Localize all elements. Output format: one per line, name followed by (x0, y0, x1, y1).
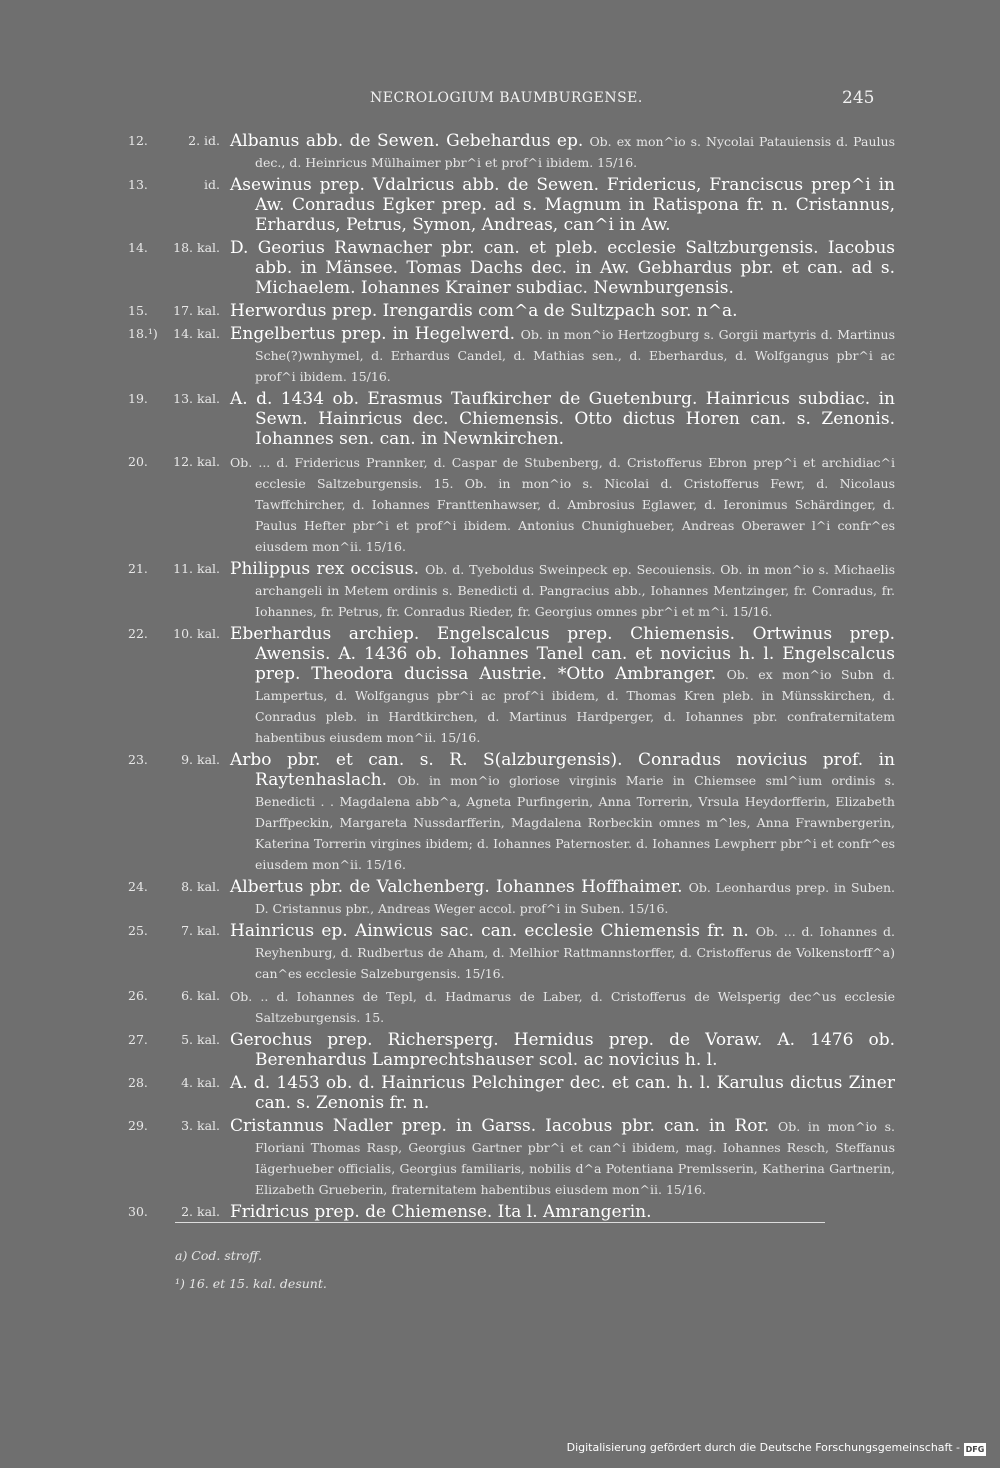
page-header (0, 90, 1000, 114)
entry-date: 2. id. (188, 133, 220, 148)
footnote: ¹) 16. et 15. kal. desunt. (175, 1276, 327, 1291)
entry-date: 9. kal. (181, 752, 220, 767)
entry-day: 26. (128, 988, 148, 1003)
entry-day: 19. (128, 391, 148, 406)
entry-text (230, 175, 895, 236)
necrology-entry (0, 1116, 1000, 1200)
necrology-entry (0, 921, 1000, 984)
entry-main-text: Herwordus prep. Irengardis com^a de Sultzpach sor. n^a. (230, 301, 738, 321)
entry-main-text: Asewinus prep. Vdalricus abb. de Sewen. Fridericus, Franciscus prep^i in Aw. Conradus Egker prep. ad s. Magnum in Ratispona fr. n. Cristannus, Erhardus, Petrus, Symon, Andreas, can^i in Aw. (230, 175, 895, 235)
entry-day: 20. (128, 454, 148, 469)
entry-main-text: Cristannus Nadler prep. in Garss. Iacobus pbr. can. in Ror. (230, 1116, 770, 1136)
entry-day: 29. (128, 1118, 148, 1133)
necrology-entries (0, 131, 1000, 1225)
dfg-logo: DFG (965, 1445, 985, 1454)
entry-main-text: Eberhardus archiep. Engelscalcus prep. Chiemensis. Ortwinus prep. Awensis. A. 1436 ob. Iohannes Tanel can. et novicius h. l. Engelscalcus prep. Theodora ducissa Austrie. *Otto Ambranger. (230, 624, 895, 684)
entry-text (230, 452, 895, 557)
entry-date: id. (204, 177, 220, 192)
entry-day: 24. (128, 879, 148, 894)
entry-text (230, 301, 895, 322)
entry-main-text: Gerochus prep. Richersperg. Hernidus prep. de Voraw. A. 1476 ob. Berenhardus Lamprechtshauser scol. ac novicius h. l. (230, 1030, 895, 1070)
entry-date: 14. kal. (173, 326, 220, 341)
entry-date: 10. kal. (173, 626, 220, 641)
entry-text (230, 1030, 895, 1071)
entry-main-text: A. d. 1453 ob. d. Hainricus Pelchinger dec. et can. h. l. Karulus dictus Ziner can. s. Zenonis fr. n. (230, 1073, 895, 1113)
entry-day: 25. (128, 923, 148, 938)
necrology-entry (0, 877, 1000, 919)
entry-text (230, 1202, 895, 1223)
footnote: a) Cod. stroff. (175, 1248, 263, 1263)
entry-day: 22. (128, 626, 148, 641)
necrology-entry (0, 1030, 1000, 1071)
entry-day: 18.¹) (128, 326, 158, 341)
necrology-entry (0, 452, 1000, 557)
entry-day: 27. (128, 1032, 148, 1047)
entry-day: 23. (128, 752, 148, 767)
footnote-rule (175, 1222, 825, 1223)
entry-day: 14. (128, 240, 148, 255)
page-number: 245 (842, 88, 875, 108)
necrology-entry (0, 624, 1000, 748)
entry-addition-text: Ob. .. d. Iohannes de Tepl, d. Hadmarus de Laber, d. Cristofferus de Welsperig dec^us ecclesie Saltzeburgensis. 15. (230, 989, 895, 1025)
running-head: NECROLOGIUM BAUMBURGENSE. (370, 90, 643, 106)
entry-text (230, 238, 895, 299)
digitization-credit: Digitalisierung gefördert durch die Deutsche Forschungsgemeinschaft - (566, 1441, 960, 1454)
entry-text (230, 131, 895, 173)
entry-main-text: Fridricus prep. de Chiemense. Ita l. Amrangerin. (230, 1202, 652, 1222)
entry-date: 4. kal. (181, 1075, 220, 1090)
entry-addition-text: Ob. in mon^io Hertzogburg s. Gorgii martyris d. Martinus Sche(?)wnhymel, d. Erhardus Candel, d. Mathias sen., d. Eberhardus, d. Wolfgangus pbr^i ac prof^i ibidem. 15/16. (255, 327, 895, 384)
entry-addition-text: Ob. ... d. Fridericus Prannker, d. Caspar de Stubenberg, d. Cristofferus Ebron prep^i et archidiac^i ecclesie Saltzeburgensis. 15. Ob. in mon^io s. Nicolai d. Cristofferus Fewr, d. Nicolaus Tawffchircher, d. Iohannes Franttenhawser, d. Ambrosius Eglawer, d. Ieronimus Schärdinger, d. Paulus Hefter pbr^i et prof^i ibidem. Antonius Chunighueber, Andreas Oberawer l^i confr^es eiusdem mon^ii. 15/16. (230, 455, 895, 554)
entry-day: 13. (128, 177, 148, 192)
entry-date: 3. kal. (181, 1118, 220, 1133)
entry-main-text: Arbo pbr. et can. s. R. S(alzburgensis). Conradus novicius prof. in Raytenhaslach. (230, 750, 895, 790)
entry-text (230, 1073, 895, 1114)
entry-addition-text: Ob. ex mon^io Subn d. Lampertus, d. Wolfgangus pbr^i ac prof^i ibidem, d. Thomas Kren pleb. in Münsskirchen, d. Conradus pleb. in Hardtkirchen, d. Martinus Hardperger, d. Iohannes pbr. confraternitatem habentibus eiusdem mon^ii. 15/16. (255, 667, 895, 745)
entry-main-text: Albanus abb. de Sewen. Gebehardus ep. (230, 131, 584, 151)
entry-day: 21. (128, 561, 148, 576)
necrology-entry (0, 301, 1000, 322)
entry-text (230, 324, 895, 387)
entry-text (230, 1116, 895, 1200)
entry-addition-text: Ob. in mon^io s. Floriani Thomas Rasp, Georgius Gartner pbr^i et can^i ibidem, mag. Iohannes Resch, Steffanus Iägerhueber officialis, Georgius familiaris, nobilis d^a Potentiana Premlsserin, Katherina Gartnerin, Elizabeth Grueberin, fraternitatem habentibus eiusdem mon^ii. 15/16. (255, 1119, 895, 1197)
entry-date: 7. kal. (181, 923, 220, 938)
entry-text (230, 559, 895, 622)
entry-text (230, 986, 895, 1028)
entry-day: 12. (128, 133, 148, 148)
entry-date: 18. kal. (173, 240, 220, 255)
entry-addition-text: Ob. ... d. Iohannes d. Reyhenburg, d. Rudbertus de Aham, d. Melhior Rattmannstorffer, d. Cristofferus de Volkenstorff^a) can^es ecclesie Salzeburgensis. 15/16. (255, 924, 896, 981)
entry-date: 13. kal. (173, 391, 220, 406)
entry-date: 8. kal. (181, 879, 220, 894)
necrology-entry (0, 1073, 1000, 1114)
entry-addition-text: Ob. ex mon^io s. Nycolai Patauiensis d. Paulus dec., d. Heinricus Mülhaimer pbr^i et prof^i ibidem. 15/16. (255, 134, 895, 170)
entry-date: 2. kal. (181, 1204, 220, 1219)
entry-addition-text: Ob. in mon^io gloriose virginis Marie in Chiemsee sml^ium ordinis s. Benedicti . . Magdalena abb^a, Agneta Purfingerin, Anna Torrerin, Vrsula Heydorfferin, Elizabeth Darffpeckin, Margareta Nussdarfferin, Magdalena Rorbeckin omnes m^les, Anna Frawnbergerin, Katerina Torrerin virgines ibidem; d. Iohannes Paternoster. d. Iohannes Lewpherr pbr^i et confr^es eiusdem mon^ii. 15/16. (255, 773, 895, 872)
entry-main-text: A. d. 1434 ob. Erasmus Taufkircher de Guetenburg. Hainricus subdiac. in Sewn. Hainricus dec. Chiemensis. Otto dictus Horen can. s. Zenonis. Iohannes sen. can. in Newnkirchen. (230, 389, 895, 449)
entry-date: 11. kal. (173, 561, 220, 576)
entry-main-text: Hainricus ep. Ainwicus sac. can. ecclesie Chiemensis fr. n. (230, 921, 749, 941)
necrology-entry (0, 986, 1000, 1028)
entry-main-text: D. Georius Rawnacher pbr. can. et pleb. ecclesie Saltzburgensis. Iacobus abb. in Mänsee. Tomas Dachs dec. in Aw. Gebhardus pbr. et can. ad s. Michaelem. Iohannes Krainer subdiac. Newnburgensis. (230, 238, 895, 298)
entry-date: 12. kal. (173, 454, 220, 469)
entry-date: 17. kal. (173, 303, 220, 318)
footnotes (175, 1242, 327, 1298)
entry-text (230, 921, 895, 984)
entry-day: 15. (128, 303, 148, 318)
entry-text (230, 877, 895, 919)
necrology-entry (0, 324, 1000, 387)
necrology-entry (0, 1202, 1000, 1223)
entry-day: 28. (128, 1075, 148, 1090)
entry-main-text: Albertus pbr. de Valchenberg. Iohannes Hoffhaimer. (230, 877, 683, 897)
entry-addition-text: Ob. d. Tyeboldus Sweinpeck ep. Secouiensis. Ob. in mon^io s. Michaelis archangeli in Metem ordinis s. Benedicti d. Pangracius abb., Iohannes Mentzinger, fr. Conradus, fr. Iohannes, fr. Petrus, fr. Conradus Rieder, fr. Georgius omnes pbr^i et m^i. 15/16. (255, 562, 896, 619)
necrology-entry (0, 175, 1000, 236)
necrology-entry (0, 131, 1000, 173)
necrology-entry (0, 559, 1000, 622)
entry-date: 6. kal. (181, 988, 220, 1003)
necrology-entry (0, 238, 1000, 299)
necrology-entry (0, 389, 1000, 450)
entry-addition-text: Ob. Leonhardus prep. in Suben. D. Cristannus pbr., Andreas Weger accol. prof^i in Suben. 15/16. (255, 880, 895, 916)
entry-day: 30. (128, 1204, 148, 1219)
entry-text (230, 624, 895, 748)
entry-date: 5. kal. (181, 1032, 220, 1047)
necrology-entry (0, 750, 1000, 875)
entry-text (230, 389, 895, 450)
entry-main-text: Philippus rex occisus. (230, 559, 420, 579)
entry-main-text: Engelbertus prep. in Hegelwerd. (230, 324, 516, 344)
entry-text (230, 750, 895, 875)
